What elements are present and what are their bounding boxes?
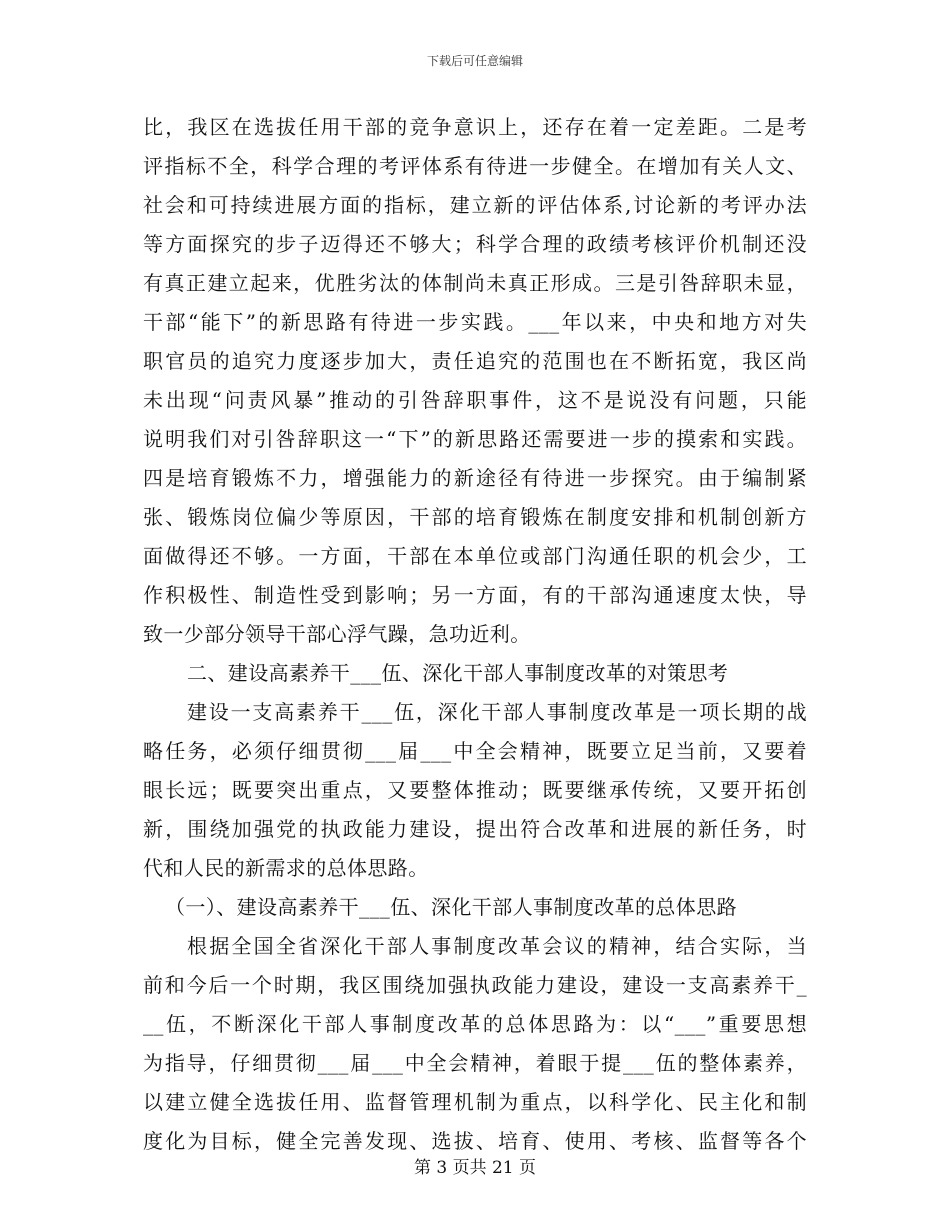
text-line: __伍，不断深化干部人事制度改革的总体思路为：以“___”重要思想	[143, 1012, 807, 1036]
text-line: 职官员的追究力度逐步加大，责任追究的范围也在不断拓宽，我区尚	[143, 349, 807, 373]
text-line: 略任务，必须仔细贯彻___届___中全会精神，既要立足当前，又要着	[143, 739, 807, 763]
text-line: 眼长远；既要突出重点，又要整体推动；既要继承传统，又要开拓创	[143, 778, 807, 802]
text-line: 比，我区在选拔任用干部的竞争意识上，还存在着一定差距。二是考	[143, 115, 807, 139]
text-line: 度化为目标，健全完善发现、选拔、培育、使用、考核、监督等各个	[143, 1129, 807, 1153]
page-footer: 第 3 页共 21 页	[413, 1158, 537, 1178]
text-line: 评指标不全，科学合理的考评体系有待进一步健全。在增加有关人文、	[143, 154, 807, 178]
text-line: 说明我们对引咎辞职这一“下”的新思路还需要进一步的摸索和实践。	[143, 427, 807, 451]
section-heading: 二、建设高素养干___伍、深化干部人事制度改革的对策思考	[187, 661, 729, 685]
subsection-heading: （一）、建设高素养干___伍、深化干部人事制度改革的总体思路	[165, 895, 737, 919]
text-line: 作积极性、制造性受到影响；另一方面，有的干部沟通速度太快，导	[143, 583, 807, 607]
text-line: 有真正建立起来，优胜劣汰的体制尚未真正形成。三是引咎辞职未显，	[143, 271, 807, 295]
text-line: 新，围绕加强党的执政能力建设，提出符合改革和进展的新任务，时	[143, 817, 807, 841]
text-line: 前和今后一个时期，我区围绕加强执政能力建设，建设一支高素养干_	[143, 973, 807, 997]
text-line: 干部“能下”的新思路有待进一步实践。___年以来，中央和地方对失	[143, 310, 807, 334]
page-header: 下载后可任意编辑	[426, 54, 523, 68]
text-line: 代和人民的新需求的总体思路。	[143, 856, 429, 880]
text-line: 致一少部分领导干部心浮气躁，急功近利。	[143, 622, 531, 646]
text-line: 为指导，仔细贯彻___届___中全会精神，着眼于提___伍的整体素养，	[143, 1051, 807, 1075]
text-line: 根据全国全省深化干部人事制度改革会议的精神，结合实际，当	[187, 934, 807, 958]
text-line: 等方面探究的步子迈得还不够大；科学合理的政绩考核评价机制还没	[143, 232, 807, 256]
text-line: 建设一支高素养干___伍，深化干部人事制度改革是一项长期的战	[187, 700, 807, 724]
text-line: 未出现“问责风暴”推动的引咎辞职事件，这不是说没有问题，只能	[143, 388, 807, 412]
text-line: 以建立健全选拔任用、监督管理机制为重点，以科学化、民主化和制	[143, 1090, 807, 1114]
text-line: 面做得还不够。一方面，干部在本单位或部门沟通任职的机会少，工	[143, 544, 807, 568]
text-line: 张、锻炼岗位偏少等原因，干部的培育锻炼在制度安排和机制创新方	[143, 505, 807, 529]
text-line: 社会和可持续进展方面的指标，建立新的评估体系,讨论新的考评办法	[143, 193, 807, 217]
document-body	[143, 108, 807, 1161]
text-line: 四是培育锻炼不力，增强能力的新途径有待进一步探究。由于编制紧	[143, 466, 807, 490]
